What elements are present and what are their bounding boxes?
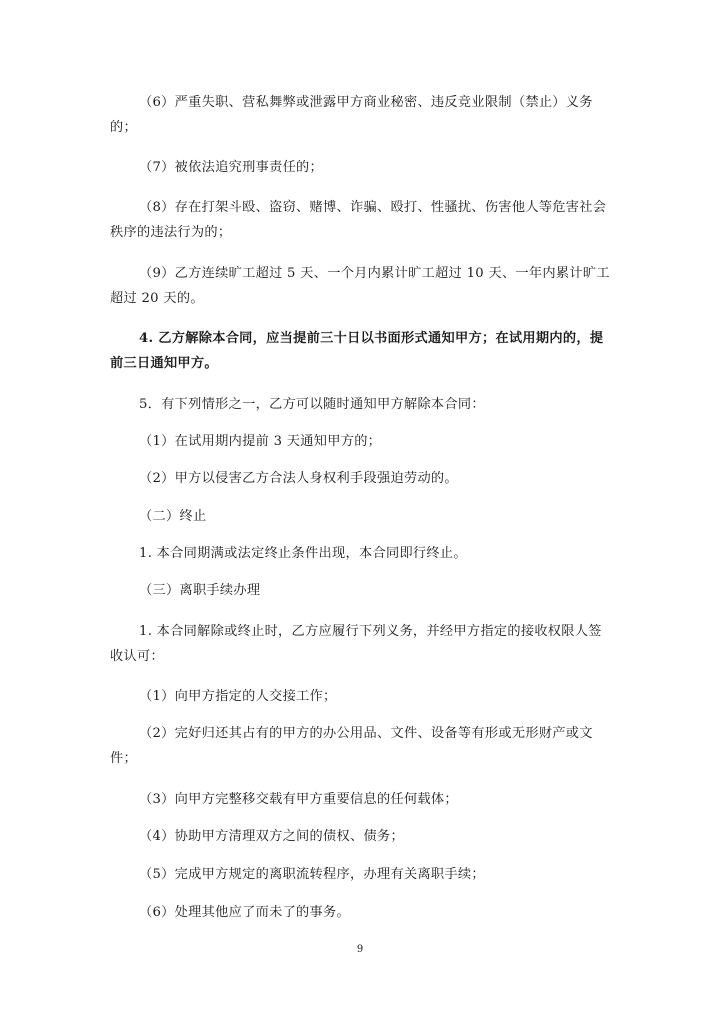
duty-3-transfer-media: （3）向甲方完整移交载有甲方重要信息的任何载体； xyxy=(139,792,458,807)
clause-9-absenteeism: （9）乙方连续旷工超过 5 天、一个月内累计旷工超过 10 天、一年内累计旷工超过 20 天的。 xyxy=(110,266,610,306)
page-number: 9 xyxy=(356,944,364,955)
item-2-forced-labor: （2）甲方以侵害乙方合法人身权利手段强迫劳动的。 xyxy=(139,471,458,486)
article-4-employee-termination: 4. 乙方解除本合同，应当提前三十日以书面形式通知甲方；在试用期内的，提前三日通知甲方。 xyxy=(110,331,604,371)
termination-clause-1: 1. 本合同期满或法定终止条件出现，本合同即行终止。 xyxy=(139,546,467,561)
duty-1-handover: （1）向甲方指定的人交接工作； xyxy=(139,689,337,704)
clause-7-criminal-liability: （7）被依法追究刑事责任的； xyxy=(139,160,324,175)
duty-2-return-property: （2）完好归还其占有的甲方的办公用品、文件、设备等有形或无形财产或文件； xyxy=(110,726,593,766)
section-termination-heading: （二）终止 xyxy=(139,509,207,524)
clause-6-serious-misconduct: （6）严重失职、营私舞弊或泄露甲方商业秘密、违反竞业限制（禁止）义务的； xyxy=(110,95,593,135)
section-resignation-procedures-heading: （三）离职手续办理 xyxy=(139,583,261,598)
resignation-clause-1: 1. 本合同解除或终止时，乙方应履行下列义务，并经甲方指定的接收权限人签收认可： xyxy=(110,624,602,664)
duty-5-exit-procedure: （5）完成甲方规定的离职流转程序，办理有关离职手续； xyxy=(139,867,485,882)
duty-4-settle-debts: （4）协助甲方清理双方之间的债权、债务； xyxy=(139,829,404,844)
clause-8-illegal-acts: （8）存在打架斗殴、盗窃、赌博、诈骗、殴打、性骚扰、伤害他人等危害社会秩序的违法行为的； xyxy=(110,200,607,240)
article-5-immediate-termination: 5．有下列情形之一，乙方可以随时通知甲方解除本合同： xyxy=(139,397,485,412)
item-1-probation-notice: （1）在试用期内提前 3 天通知甲方的； xyxy=(139,434,382,449)
duty-6-other-affairs: （6）处理其他应了而未了的事务。 xyxy=(139,905,351,920)
